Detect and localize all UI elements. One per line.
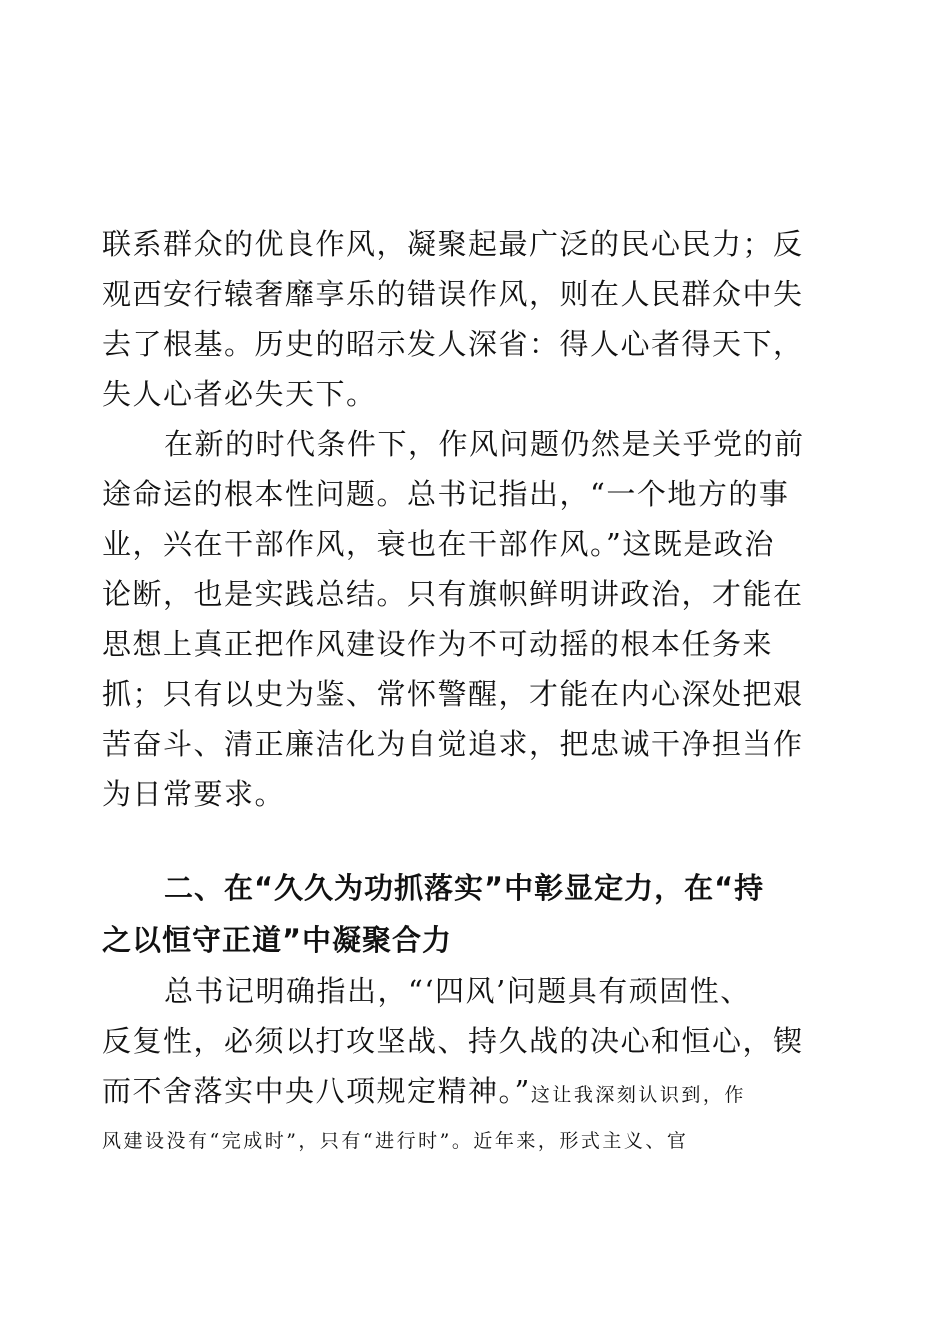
- paragraph-2-line-4: 论断，也是实践总结。只有旗帜鲜明讲政治，才能在: [102, 577, 804, 611]
- paragraph-2-line-5: 思想上真正把作风建设作为不可动摇的根本任务来: [102, 627, 774, 661]
- paragraph-3-line-3-large: 而不舍落实中央八项规定精神。”: [102, 1074, 531, 1108]
- paragraph-2-line-7: 苦奋斗、清正廉洁化为自觉追求，把忠诚干净担当作: [102, 727, 804, 761]
- paragraph-3-line-3: [102, 1071, 832, 1115]
- section-heading-line-2: 之以恒守正道”中凝聚合力: [102, 923, 453, 957]
- paragraph-2-line-1: 在新的时代条件下，作风问题仍然是关乎党的前: [164, 427, 805, 461]
- paragraph-3-line-1: 总书记明确指出，“‘四风’问题具有顽固性、: [164, 974, 751, 1008]
- paragraph-2-line-6: 抓；只有以史为鉴、常怀警醒，才能在内心深处把艰: [102, 677, 804, 711]
- paragraph-1-line-2: 观西安行辕奢靡享乐的错误作风，则在人民群众中失: [102, 277, 804, 311]
- section-heading-line-1: 二、在“久久为功抓落实”中彰显定力，在“持: [164, 871, 765, 905]
- paragraph-2-line-8: 为日常要求。: [102, 777, 286, 811]
- paragraph-2-line-3: 业，兴在干部作风，衰也在干部作风。”这既是政治: [102, 527, 775, 561]
- paragraph-3-line-4: 风建设没有“完成时”，只有“进行时”。近年来，形式主义、官: [102, 1130, 689, 1152]
- paragraph-1-line-1: 联系群众的优良作风，凝聚起最广泛的民心民力；反: [102, 227, 804, 261]
- paragraph-3-line-3-small: 这让我深刻认识到，作: [530, 1084, 746, 1106]
- paragraph-3-line-2: 反复性，必须以打攻坚战、持久战的决心和恒心，锲: [102, 1024, 804, 1058]
- paragraph-1-line-4: 失人心者必失天下。: [102, 377, 377, 411]
- paragraph-2-line-2: 途命运的根本性问题。总书记指出，“一个地方的事: [102, 477, 790, 511]
- paragraph-1-line-3: 去了根基。历史的昭示发人深省：得人心者得天下，: [102, 327, 804, 361]
